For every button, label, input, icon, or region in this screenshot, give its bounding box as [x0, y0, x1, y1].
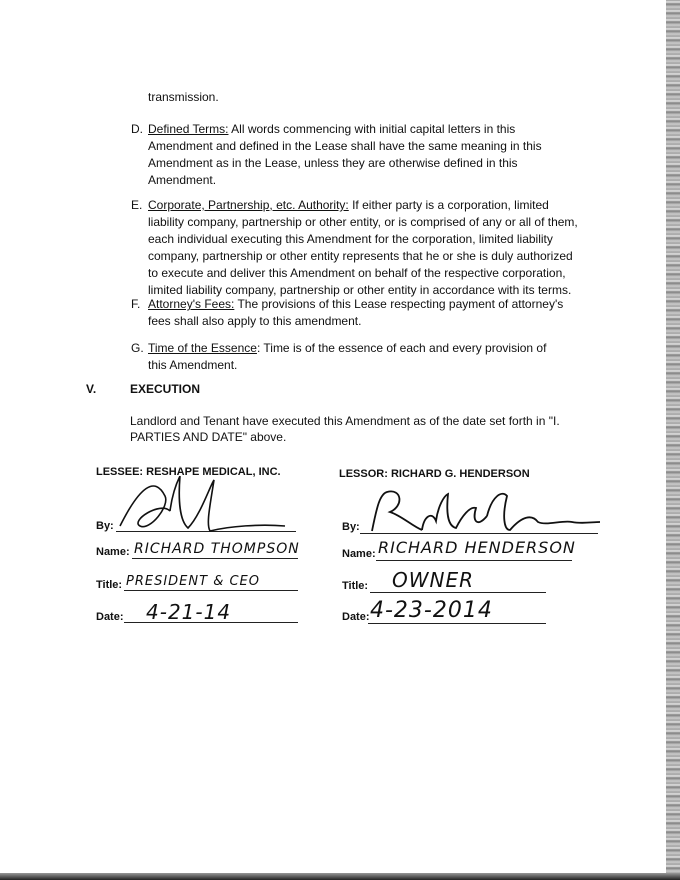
scan-bottom-edge — [0, 873, 680, 880]
execution-text-line: PARTIES AND DATE" above. — [130, 430, 287, 444]
item-g-first-line — [148, 340, 546, 357]
item-d-heading: Defined Terms: — [148, 122, 229, 136]
lessor-title-label: Title: — [342, 580, 369, 592]
lessee-name-value: RICHARD THOMPSON — [134, 541, 300, 557]
lessee-by-label: By: — [96, 520, 114, 532]
lessor-signature — [352, 486, 602, 542]
item-g-line: this Amendment. — [148, 358, 238, 372]
item-d-line: Amendment. — [148, 173, 217, 187]
item-e-line: company, partnership or other entity represents that he or she is duly authorized — [148, 249, 573, 263]
item-g-letter: G. — [131, 341, 144, 355]
lessee-title-value: PRESIDENT & CEO — [126, 574, 260, 589]
item-e-letter: E. — [131, 198, 143, 212]
item-e-line: each individual executing this Amendment for the corporation, limited liability — [148, 232, 553, 246]
lessor-title-line — [370, 592, 546, 593]
lessee-signature — [110, 476, 290, 540]
lessor-header: LESSOR: RICHARD G. HENDERSON — [339, 468, 530, 480]
section-number: V. — [86, 382, 97, 396]
lessee-header: LESSEE: RESHAPE MEDICAL, INC. — [96, 466, 281, 478]
item-d-first-rest: All words commencing with initial capital letters in this — [228, 122, 516, 136]
item-f-first-line — [148, 296, 563, 313]
lessee-name-label: Name: — [96, 546, 130, 558]
lessor-title-value: OWNER — [392, 568, 475, 592]
lessor-by-label: By: — [342, 521, 360, 533]
scan-edge-shadow — [666, 0, 680, 880]
item-e-line: limited liability company, partnership or other entity in accordance with its terms. — [148, 283, 572, 297]
item-d-line: Amendment and defined in the Lease shall have the same meaning in this — [148, 139, 542, 153]
item-e-line: liability company, partnership or other entity, or is comprised of any or all of them, — [148, 215, 578, 229]
lessor-name-value: RICHARD HENDERSON — [378, 538, 576, 557]
lessor-name-line — [376, 560, 572, 561]
lessor-name-label: Name: — [342, 548, 376, 560]
lessee-title-label: Title: — [96, 579, 123, 591]
item-f-heading: Attorney's Fees: — [148, 297, 235, 311]
item-e-line: to execute and deliver this Amendment on behalf of the respective corporation, — [148, 266, 566, 280]
lessor-date-line — [368, 623, 546, 624]
item-f-line: fees shall also apply to this amendment. — [148, 314, 362, 328]
item-g-heading: Time of the Essence — [148, 341, 257, 355]
lessee-date-label: Date: — [96, 611, 124, 623]
continued-text: transmission. — [148, 90, 219, 104]
section-title: EXECUTION — [130, 382, 201, 396]
item-f-first-rest: The provisions of this Lease respecting payment of attorney's — [234, 297, 564, 311]
item-d-first-line — [148, 121, 515, 138]
lessee-date-value: 4-21-14 — [146, 600, 232, 624]
item-g-first-rest: : Time is of the essence of each and every provision of — [256, 341, 547, 355]
item-d-line: Amendment as in the Lease, unless they are otherwise defined in this — [148, 156, 518, 170]
item-f-letter: F. — [131, 297, 141, 311]
lessor-date-value: 4-23-2014 — [370, 598, 493, 623]
item-e-first-rest: If either party is a corporation, limited — [348, 198, 549, 212]
lessee-name-line — [132, 558, 298, 559]
lessee-title-line — [124, 590, 298, 591]
lessor-date-label: Date: — [342, 611, 370, 623]
execution-text-line: Landlord and Tenant have executed this Amendment as of the date set forth in "I. — [130, 414, 560, 428]
item-e-first-line — [148, 197, 549, 214]
item-e-heading: Corporate, Partnership, etc. Authority: — [148, 198, 349, 212]
item-d-letter: D. — [131, 122, 143, 136]
